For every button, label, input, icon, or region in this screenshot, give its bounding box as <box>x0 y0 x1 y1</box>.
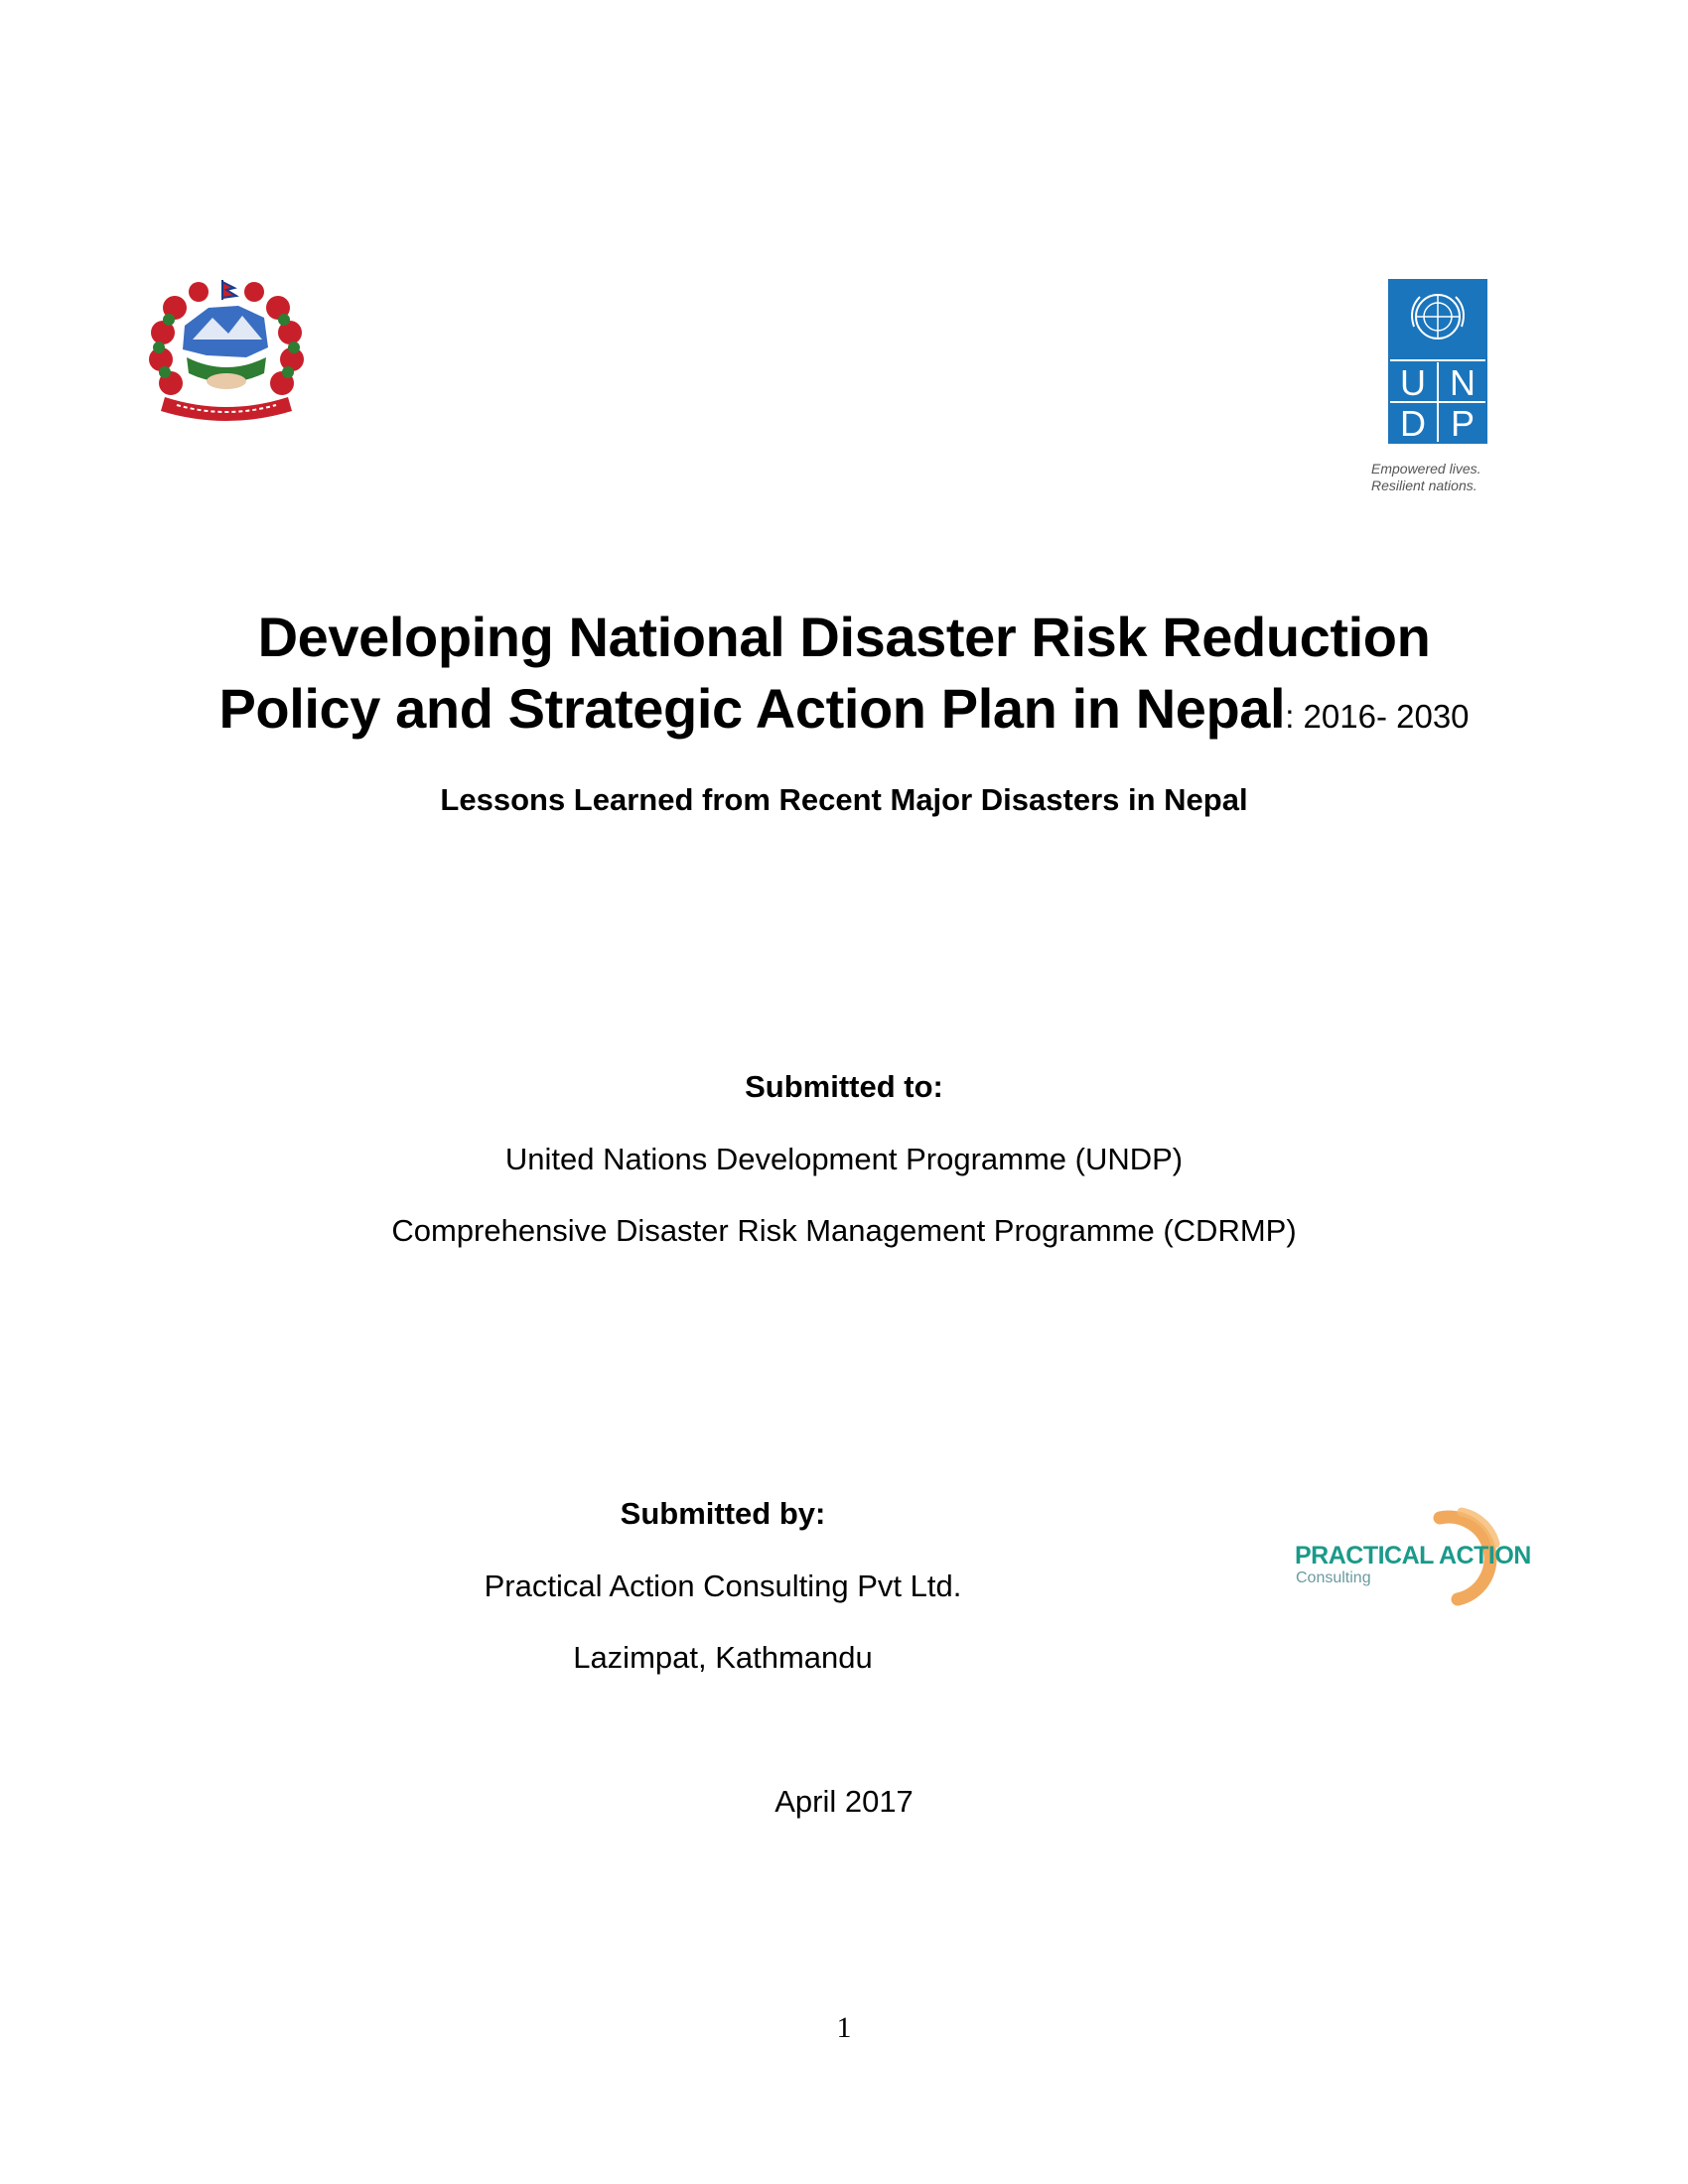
nepal-emblem-icon <box>147 278 306 427</box>
submitted-to-org-1: United Nations Development Programme (UNDP) <box>504 1142 1184 1176</box>
undp-letter: N <box>1450 362 1476 403</box>
submitted-to-heading: Submitted to: <box>745 1069 943 1104</box>
practical-action-name: PRACTICAL ACTION <box>1295 1542 1531 1570</box>
undp-tagline-line2: Resilient nations. <box>1371 478 1477 493</box>
undp-tagline <box>1371 461 1495 494</box>
title-line-1: Developing National Disaster Risk Reduction <box>257 606 1431 668</box>
title-line-2 <box>149 673 1539 752</box>
undp-tagline-line1: Empowered lives. <box>1371 461 1481 477</box>
undp-letter: D <box>1400 403 1426 444</box>
undp-letter: P <box>1450 403 1476 444</box>
submitted-by-address: Lazimpat, Kathmandu <box>573 1640 873 1675</box>
title-line-2-text: Policy and Strategic Action Plan in Nepal <box>218 677 1286 740</box>
practical-action-sub: Consulting <box>1296 1570 1371 1586</box>
title-years: : 2016- 2030 <box>1285 698 1470 735</box>
document-date: April 2017 <box>774 1784 914 1819</box>
submitted-to-org-2: Comprehensive Disaster Risk Management Programme (CDRMP) <box>391 1213 1297 1248</box>
document-title <box>149 602 1539 752</box>
submitted-by-heading: Submitted by: <box>620 1496 826 1531</box>
undp-letter: U <box>1400 362 1426 403</box>
submitted-by-org: Practical Action Consulting Pvt Ltd. <box>484 1569 962 1603</box>
page-number: 1 <box>836 2011 852 2044</box>
document-subtitle: Lessons Learned from Recent Major Disasters in Nepal <box>440 782 1248 817</box>
undp-logo <box>1388 279 1487 444</box>
